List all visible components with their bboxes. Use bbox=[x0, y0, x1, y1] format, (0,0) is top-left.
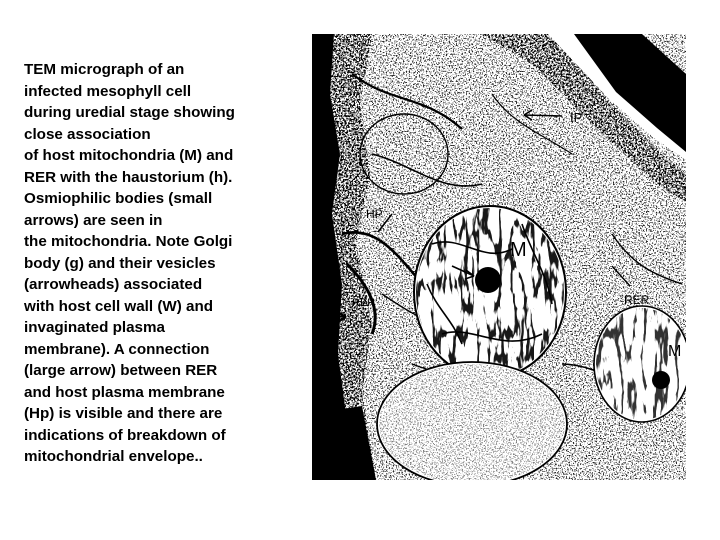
caption-line: infected mesophyll cell bbox=[24, 82, 192, 100]
mitochondrion-right-cristae bbox=[596, 308, 686, 420]
lower-vesicle-texture bbox=[379, 364, 565, 480]
label-ip: IP bbox=[570, 110, 583, 125]
caption-line: body (g) and their vesicles bbox=[24, 254, 216, 272]
caption-line: with host cell wall (W) and bbox=[24, 297, 214, 315]
caption-line: arrows) are seen in bbox=[24, 211, 163, 229]
caption-line: RER with the haustorium (h). bbox=[24, 168, 233, 186]
caption-line: the mitochondria. Note Golgi bbox=[24, 233, 233, 250]
label-hp: HP bbox=[366, 207, 383, 221]
caption-line: close association bbox=[24, 125, 151, 143]
caption-line: (arrowheads) associated bbox=[24, 276, 203, 293]
osmiophilic-body-right bbox=[652, 371, 670, 389]
caption-line: invaginated plasma bbox=[24, 319, 165, 336]
osmiophilic-body bbox=[475, 267, 501, 293]
caption-line: and host plasma membrane bbox=[24, 383, 225, 401]
caption-line: Osmiophilic bodies (small bbox=[24, 190, 213, 207]
label-rer-right: RER bbox=[624, 293, 650, 307]
caption-line: TEM micrograph of an bbox=[24, 61, 185, 78]
caption-line: during uredial stage showing bbox=[24, 104, 235, 121]
label-plate-number: 28 bbox=[342, 442, 360, 459]
caption-line: (Hp) is visible and there are bbox=[24, 405, 223, 422]
caption-line: of host mitochondria (M) and bbox=[24, 147, 234, 164]
tem-micrograph bbox=[312, 34, 686, 480]
figure-caption bbox=[24, 59, 286, 468]
caption-line: mitochondrial envelope.. bbox=[24, 448, 203, 465]
label-m-center: M bbox=[510, 239, 527, 261]
micrograph-image bbox=[312, 34, 686, 480]
label-rer-left: RER bbox=[352, 297, 376, 309]
caption-line: (large arrow) between RER bbox=[24, 362, 218, 379]
caption-line: indications of breakdown of bbox=[24, 426, 226, 444]
label-h: h bbox=[636, 35, 644, 51]
label-w: W bbox=[316, 369, 333, 388]
label-m-right: M bbox=[668, 343, 682, 360]
caption-line: membrane). A connection bbox=[24, 340, 210, 358]
ip-arrow bbox=[524, 115, 562, 116]
